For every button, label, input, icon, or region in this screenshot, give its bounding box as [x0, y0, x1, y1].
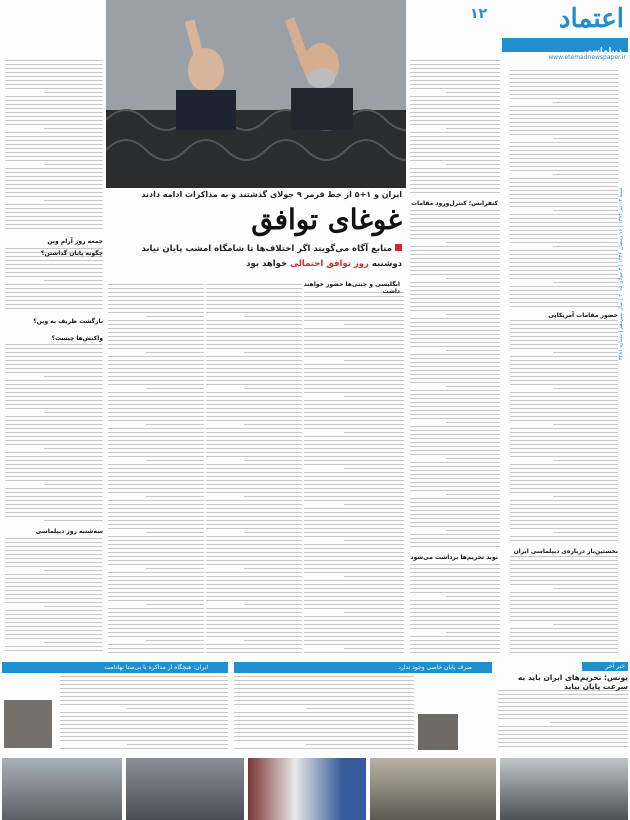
text-column [5, 538, 103, 654]
bottom-tag: خبر آخر [582, 662, 628, 671]
strip-photo-4 [370, 758, 496, 820]
text-column [5, 248, 103, 312]
lead-photo-art [106, 0, 406, 188]
text-column [206, 284, 302, 656]
strip-photo-1 [2, 758, 122, 820]
text-column [510, 320, 618, 544]
bottom-section-middle: صرف پایان خاصی وجود ندارد [234, 662, 492, 673]
bottom-section-left: ایران: هیچگاه از مذاکره با بی‌ستا نهادامت [2, 662, 228, 673]
portrait-photo-middle [418, 714, 458, 750]
inline-header-4: بازگشت ظریف به وین؟ [33, 318, 103, 325]
bottom-section-right [498, 662, 628, 691]
masthead [470, 2, 628, 70]
lead-subhead-2: دوشنبه روز توافق احتمالی خواهد بود [246, 259, 402, 269]
section-banner [502, 38, 628, 55]
lead-photo [106, 0, 406, 188]
section-name: دیپلماسی [584, 46, 622, 55]
strip-photo-3 [248, 758, 366, 820]
lead-kicker: ایران و ۱+۵ از خط قرمز ۹ جولای گذشتند و به مذاکرات ادامه دادند [141, 190, 402, 199]
text-column [304, 292, 404, 656]
text-column [510, 556, 618, 656]
strip-photo-2 [126, 758, 244, 820]
inline-header-9: انگلیسی و چینی‌ها حضور خواهند داشت [303, 281, 400, 295]
text-column [108, 284, 204, 656]
text-column [410, 60, 500, 196]
lead-headline: غوغای توافق [251, 203, 402, 236]
masthead-logo: اعتماد [558, 4, 624, 34]
text-column [510, 70, 618, 310]
text-column [410, 564, 500, 656]
website-line: www.etemadnewspaper.ir [548, 54, 626, 61]
text-column [5, 60, 103, 232]
issue-line: شنبه ۱۳ تیر ۱۳۹۴ | ۱۶ رمضان ۱۴۳۶ | ۴ جولای ۲۰۱۵ | سال سیزدهم | شماره ۳۲۸۱ [618, 187, 624, 360]
inline-header-10: سه‌شنبه‌ روز دیپلماسی [35, 528, 103, 535]
lead-subhead-1: منابع آگاه می‌گویند اگر اختلاف‌ها تا شامگاه امشب پایان نیابد [110, 244, 402, 254]
text-column [5, 344, 103, 524]
inline-header-1: کنفرانس؛ کنترل‌ورود مقامات [411, 200, 498, 207]
subhead-marker [395, 244, 402, 251]
text-column [234, 676, 414, 752]
inline-header-5: واکنش‌ها چیست؟ [51, 335, 103, 342]
inline-header-6: جمعه روز آرام وین [47, 238, 103, 245]
strip-photo-5 [500, 758, 628, 820]
text-column [410, 210, 500, 550]
portrait-photo-left [4, 700, 52, 748]
text-column [60, 676, 228, 752]
inline-header-3: چگونه پایان گذاشتن؟ [40, 250, 103, 257]
inline-header-8: نوید تحریم‌ها برداشت می‌شود [410, 554, 498, 561]
inline-header-7: نخستین‌بار درباره‌ی دیپلماسی ایران [513, 548, 618, 555]
inline-header-2: حضور مقامات آمریکایی [548, 312, 618, 319]
bottom-title-right: یونس: تحریم‌های ایران باید به سرعت پایان بیابد [517, 673, 628, 691]
page-number: ۱۲ [470, 6, 488, 22]
text-column [498, 690, 628, 750]
